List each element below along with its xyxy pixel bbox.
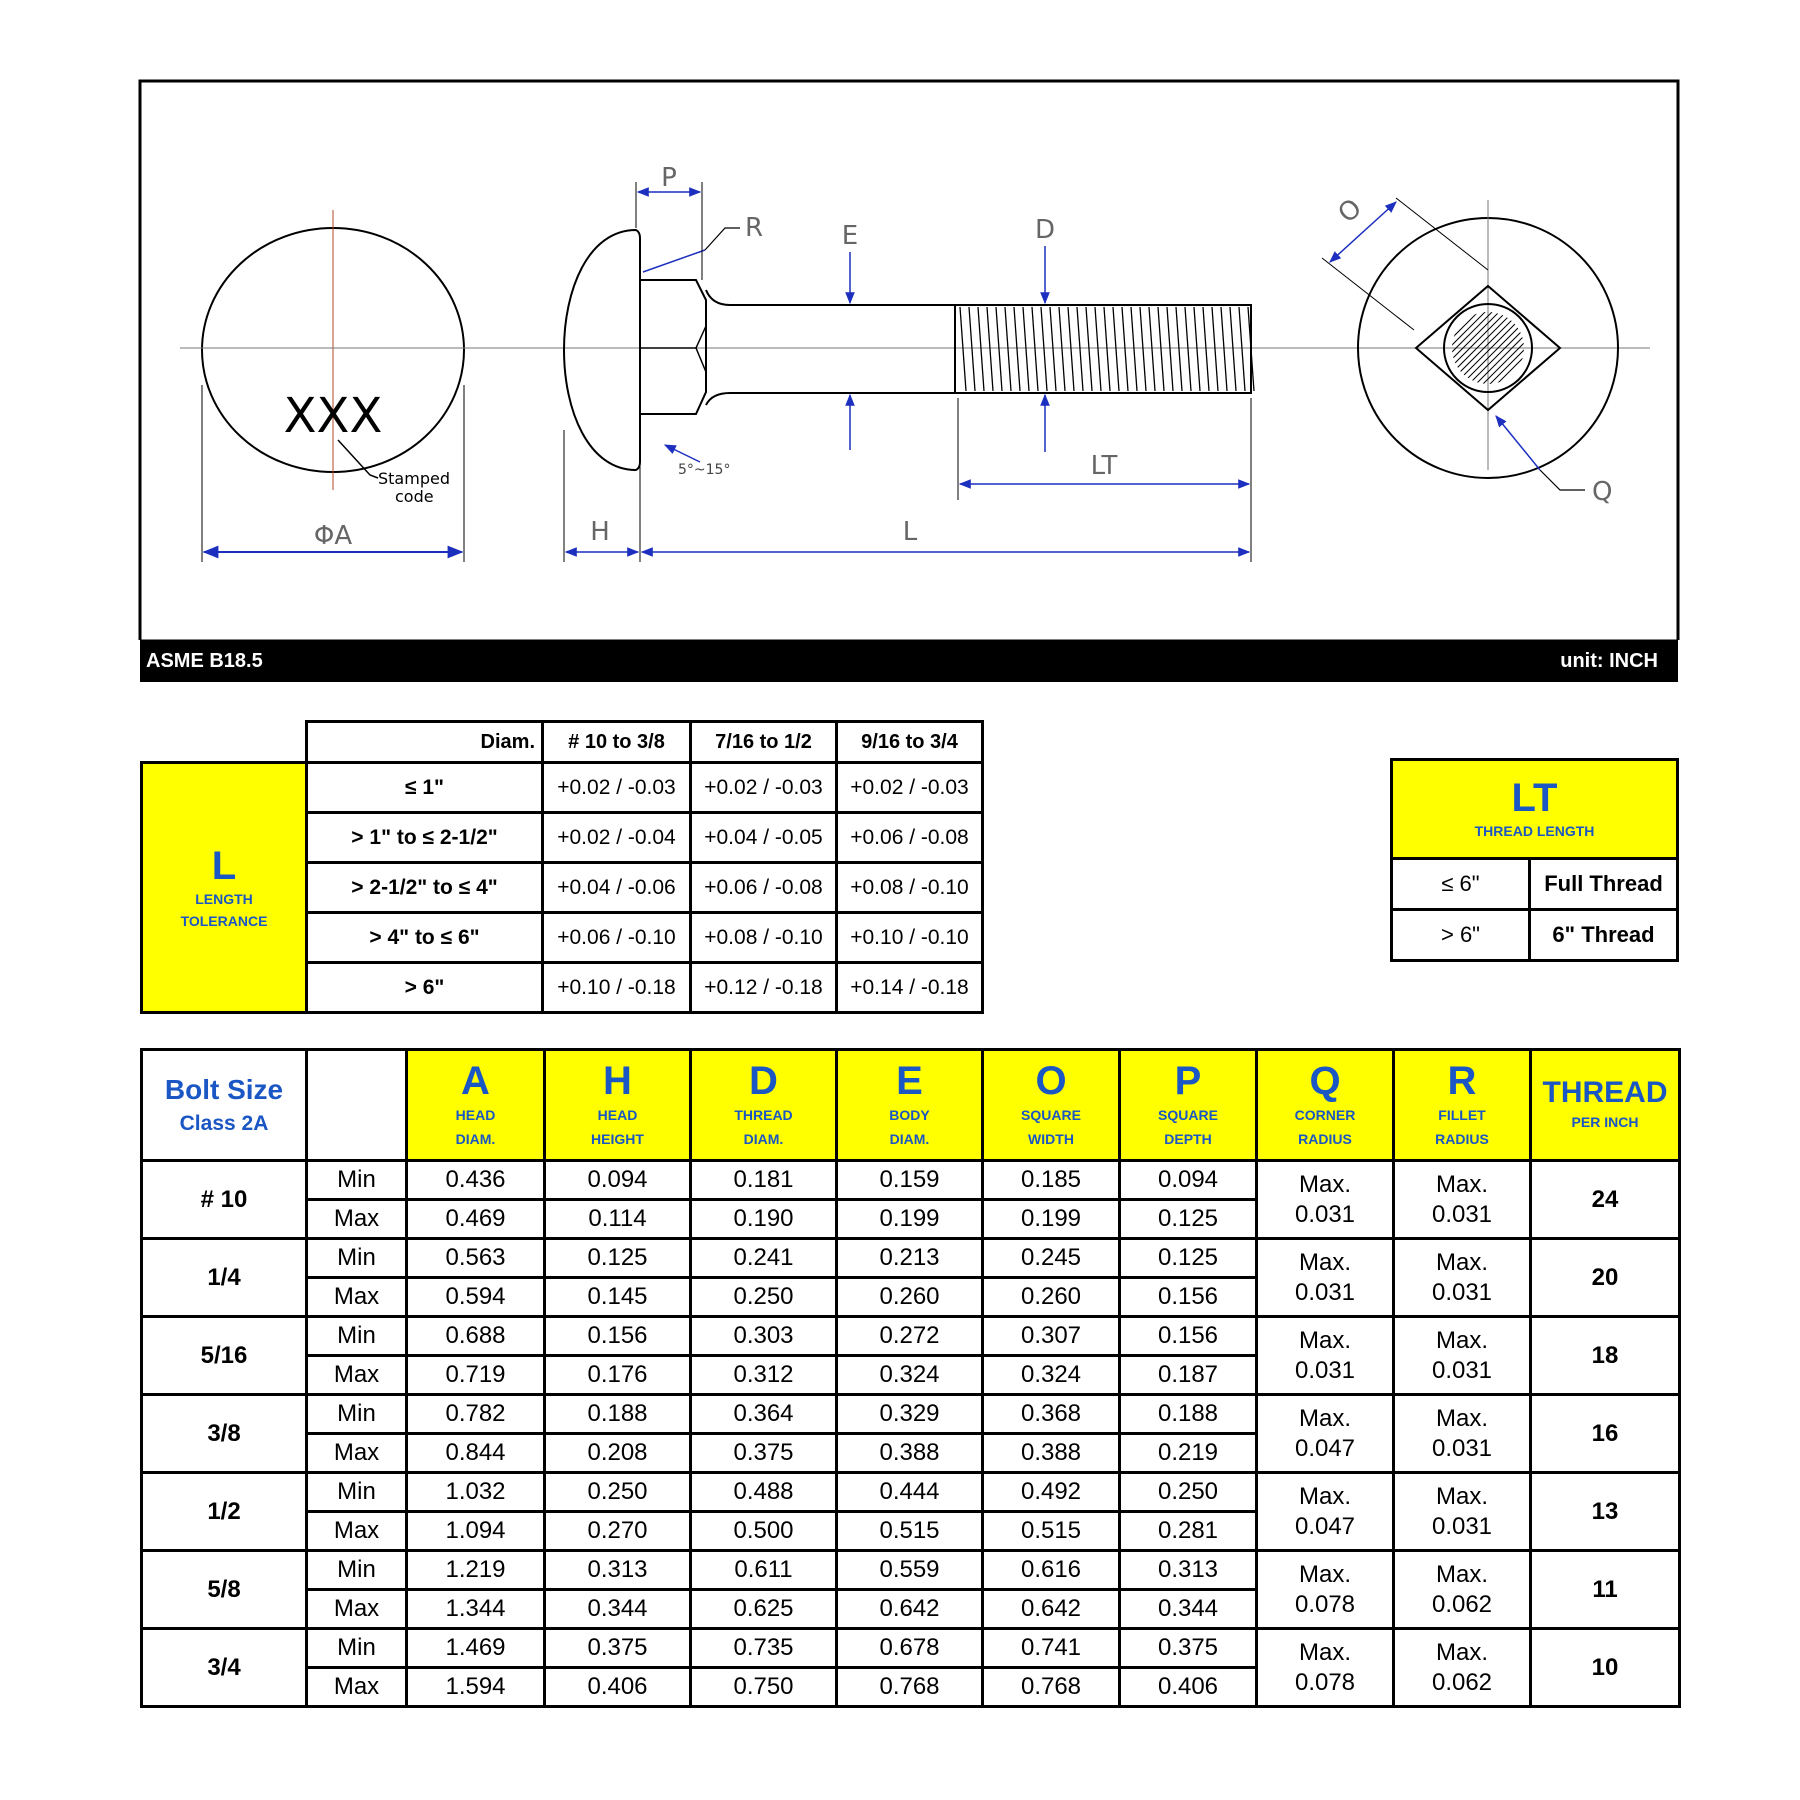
max-value: 0.406: [545, 1668, 691, 1707]
min-value: 1.219: [407, 1551, 545, 1590]
max-value: 0.270: [545, 1512, 691, 1551]
dim-label-o: O: [1332, 193, 1368, 230]
dim-column-header: [1120, 1050, 1257, 1161]
max-word: Max.: [1298, 1638, 1351, 1666]
dim-column-header: [407, 1050, 545, 1161]
max-word: Max.: [1435, 1326, 1488, 1354]
radius-value: 0.062: [1431, 1668, 1493, 1696]
max-value: 0.324: [837, 1356, 983, 1395]
thread-line: [1230, 307, 1236, 391]
drawing-frame: [140, 81, 1678, 640]
min-value: 0.156: [545, 1317, 691, 1356]
thread-per-inch-header: [1531, 1050, 1680, 1161]
threads-per-inch: 16: [1531, 1395, 1680, 1473]
max-word: Max.: [1435, 1170, 1488, 1198]
tol-col-header: 9/16 to 3/4: [837, 722, 983, 763]
threads-per-inch: 13: [1531, 1473, 1680, 1551]
threads-per-inch: 24: [1531, 1161, 1680, 1239]
head-top-view: [180, 210, 490, 562]
radius-value: 0.031: [1431, 1278, 1493, 1306]
threads-per-inch: 11: [1531, 1551, 1680, 1629]
min-value: 0.250: [545, 1473, 691, 1512]
dim-column-letter: H: [603, 1059, 632, 1103]
thread-label: THREAD: [1542, 1076, 1668, 1109]
length-range: > 4" to ≤ 6": [307, 913, 543, 963]
dim-column-description: SQUARE: [1021, 1107, 1081, 1123]
tol-value: +0.10 / -0.18: [543, 963, 691, 1013]
min-value: 0.611: [691, 1551, 837, 1590]
diam-label: Diam.: [307, 722, 543, 763]
class-label: Class 2A: [179, 1112, 269, 1135]
dim-label-p: P: [661, 163, 677, 193]
min-value: 0.272: [837, 1317, 983, 1356]
max-label: Max: [307, 1668, 407, 1707]
thread-line: [1212, 307, 1218, 391]
min-value: 0.688: [407, 1317, 545, 1356]
table-row: [142, 1161, 1680, 1200]
min-value: 0.741: [983, 1629, 1120, 1668]
dim-column-description: RADIUS: [1435, 1131, 1489, 1147]
min-value: 0.094: [1120, 1161, 1257, 1200]
tol-value: +0.14 / -0.18: [837, 963, 983, 1013]
dim-column-header: [983, 1050, 1120, 1161]
dim-label-q: Q: [1592, 477, 1613, 507]
min-value: 0.735: [691, 1629, 837, 1668]
dim-column-letter: Q: [1309, 1059, 1341, 1103]
max-value: 0.844: [407, 1434, 545, 1473]
dim-column-letter: A: [461, 1059, 490, 1103]
fillet-radius: [1394, 1551, 1531, 1629]
min-value: 0.559: [837, 1551, 983, 1590]
length-subtitle-1: LENGTH: [195, 890, 253, 907]
radius-value: 0.031: [1294, 1356, 1356, 1384]
tol-value: +0.06 / -0.08: [837, 813, 983, 863]
max-word: Max.: [1298, 1404, 1351, 1432]
tol-value: +0.02 / -0.03: [543, 763, 691, 813]
min-value: 0.364: [691, 1395, 837, 1434]
threads-per-inch: 18: [1531, 1317, 1680, 1395]
thread-line: [1158, 307, 1164, 391]
dim-column-description: CORNER: [1294, 1107, 1356, 1123]
thread-length-title-cell: [1392, 760, 1678, 859]
max-value: 0.199: [983, 1200, 1120, 1239]
max-label: Max: [307, 1434, 407, 1473]
dim-column-header: [1257, 1050, 1394, 1161]
min-value: 0.616: [983, 1551, 1120, 1590]
fillet-radius: [1394, 1239, 1531, 1317]
max-word: Max.: [1435, 1248, 1488, 1276]
min-value: 0.125: [545, 1239, 691, 1278]
thread-line: [1086, 307, 1092, 391]
dim-column-description: DIAM.: [455, 1131, 496, 1147]
min-value: 0.375: [545, 1629, 691, 1668]
max-value: 0.344: [1120, 1590, 1257, 1629]
length-title: L: [211, 843, 237, 888]
thread-sublabel: PER INCH: [1571, 1114, 1639, 1130]
min-value: 0.313: [1120, 1551, 1257, 1590]
radius-value: 0.047: [1294, 1434, 1356, 1462]
min-value: 0.444: [837, 1473, 983, 1512]
thread-line: [960, 307, 966, 391]
tol-value: +0.02 / -0.04: [543, 813, 691, 863]
min-value: 0.159: [837, 1161, 983, 1200]
max-value: 0.156: [1120, 1278, 1257, 1317]
radius-value: 0.047: [1294, 1512, 1356, 1540]
thread-line: [1032, 307, 1038, 391]
dim-column-letter: R: [1447, 1059, 1477, 1103]
length-range: > 1" to ≤ 2-1/2": [307, 813, 543, 863]
thread-line: [969, 307, 975, 391]
thread-line: [1167, 307, 1173, 391]
min-value: 0.188: [1120, 1395, 1257, 1434]
corner-radius: [1257, 1473, 1394, 1551]
table-row: [142, 1629, 1680, 1668]
max-word: Max.: [1298, 1170, 1351, 1198]
tol-col-header: # 10 to 3/8: [543, 722, 691, 763]
min-value: 0.125: [1120, 1239, 1257, 1278]
min-value: 0.245: [983, 1239, 1120, 1278]
dim-column-description: THREAD: [734, 1107, 793, 1123]
threads-per-inch: 20: [1531, 1239, 1680, 1317]
length-subtitle-2: TOLERANCE: [180, 912, 268, 929]
max-value: 0.515: [983, 1512, 1120, 1551]
dim-column-description: BODY: [889, 1107, 930, 1123]
min-value: 0.250: [1120, 1473, 1257, 1512]
stamped-note-line2: code: [395, 487, 434, 506]
dim-column-description: SQUARE: [1158, 1107, 1218, 1123]
dim-label-d: D: [1034, 215, 1056, 245]
min-label: Min: [307, 1161, 407, 1200]
tol-value: +0.08 / -0.10: [837, 863, 983, 913]
dim-column-header: [837, 1050, 983, 1161]
max-value: 0.260: [837, 1278, 983, 1317]
max-value: 0.190: [691, 1200, 837, 1239]
min-label: Min: [307, 1629, 407, 1668]
dim-label-l: L: [902, 517, 918, 547]
thread-line: [1113, 307, 1119, 391]
min-value: 0.678: [837, 1629, 983, 1668]
min-value: 0.329: [837, 1395, 983, 1434]
table-row: [142, 1395, 1680, 1434]
table-row: [142, 1317, 1680, 1356]
max-value: 0.719: [407, 1356, 545, 1395]
length-range: > 2-1/2" to ≤ 4": [307, 863, 543, 913]
thread-length-range: ≤ 6": [1392, 859, 1530, 910]
dimensions-table: [140, 1048, 1681, 1708]
max-value: 0.125: [1120, 1200, 1257, 1239]
min-value: 0.094: [545, 1161, 691, 1200]
dim-label-a: ΦA: [313, 521, 353, 551]
min-value: 0.368: [983, 1395, 1120, 1434]
max-value: 0.375: [691, 1434, 837, 1473]
min-value: 0.181: [691, 1161, 837, 1200]
bolt-size: 1/2: [142, 1473, 307, 1551]
carriage-bolt-drawing: [0, 0, 1800, 640]
max-value: 0.406: [1120, 1668, 1257, 1707]
thread-line: [1005, 307, 1011, 391]
dim-column-description: HEAD: [455, 1107, 496, 1123]
min-value: 0.241: [691, 1239, 837, 1278]
dim-column-header: [691, 1050, 837, 1161]
dim-column-letter: E: [896, 1059, 923, 1103]
dim-column-letter: O: [1035, 1059, 1067, 1103]
thread-length-range: > 6": [1392, 910, 1530, 961]
radius-value: 0.078: [1294, 1668, 1356, 1696]
thread-length-subtitle: THREAD LENGTH: [1474, 823, 1595, 839]
dim-column-letter: P: [1174, 1059, 1202, 1103]
thread-line: [1149, 307, 1155, 391]
radius-value: 0.031: [1431, 1512, 1493, 1540]
dim-column-description: DEPTH: [1164, 1131, 1212, 1147]
max-label: Max: [307, 1590, 407, 1629]
max-value: 0.388: [983, 1434, 1120, 1473]
max-value: 0.642: [837, 1590, 983, 1629]
corner-radius: [1257, 1395, 1394, 1473]
max-value: 0.388: [837, 1434, 983, 1473]
stamped-note-line1: Stamped: [378, 469, 450, 488]
max-value: 0.199: [837, 1200, 983, 1239]
dim-column-header: [545, 1050, 691, 1161]
max-value: 0.500: [691, 1512, 837, 1551]
dim-column-letter: D: [749, 1059, 778, 1103]
dim-label-r: R: [745, 213, 764, 243]
corner-radius: [1257, 1239, 1394, 1317]
min-value: 0.375: [1120, 1629, 1257, 1668]
max-word: Max.: [1298, 1248, 1351, 1276]
unit-label: unit: INCH: [1560, 650, 1658, 672]
table-row: [142, 1551, 1680, 1590]
tol-value: +0.10 / -0.10: [837, 913, 983, 963]
thread-line: [1140, 307, 1146, 391]
max-word: Max.: [1435, 1560, 1488, 1588]
bolt-size: # 10: [142, 1161, 307, 1239]
max-value: 0.469: [407, 1200, 545, 1239]
max-label: Max: [307, 1512, 407, 1551]
max-value: 0.768: [983, 1668, 1120, 1707]
thread-line: [978, 307, 984, 391]
fillet-radius: [1394, 1395, 1531, 1473]
thread-line: [1059, 307, 1065, 391]
thread-line: [1239, 307, 1245, 391]
thread-line: [1176, 307, 1182, 391]
bolt-size-label: Bolt Size: [164, 1074, 284, 1105]
thread-line: [1041, 307, 1047, 391]
max-value: 0.642: [983, 1590, 1120, 1629]
min-value: 0.492: [983, 1473, 1120, 1512]
thread-line: [1023, 307, 1029, 391]
thread-length-title: LT: [1511, 776, 1558, 820]
tol-value: +0.06 / -0.08: [691, 863, 837, 913]
length-range: ≤ 1": [307, 763, 543, 813]
min-value: 0.303: [691, 1317, 837, 1356]
max-value: 0.260: [983, 1278, 1120, 1317]
corner-radius: [1257, 1317, 1394, 1395]
min-value: 1.469: [407, 1629, 545, 1668]
min-value: 0.563: [407, 1239, 545, 1278]
thread-line: [1104, 307, 1110, 391]
min-value: 0.185: [983, 1161, 1120, 1200]
bolt-size: 1/4: [142, 1239, 307, 1317]
bolt-end-view: [1322, 193, 1618, 507]
min-max-header: [307, 1050, 407, 1161]
max-value: 0.625: [691, 1590, 837, 1629]
min-value: 0.313: [545, 1551, 691, 1590]
max-value: 0.208: [545, 1434, 691, 1473]
min-value: 0.782: [407, 1395, 545, 1434]
tol-value: +0.04 / -0.06: [543, 863, 691, 913]
max-value: 1.594: [407, 1668, 545, 1707]
max-label: Max: [307, 1200, 407, 1239]
threads-per-inch: 10: [1531, 1629, 1680, 1707]
fillet-radius: [1394, 1161, 1531, 1239]
max-value: 1.094: [407, 1512, 545, 1551]
thread-line: [1221, 307, 1227, 391]
corner-radius: [1257, 1551, 1394, 1629]
max-word: Max.: [1435, 1482, 1488, 1510]
max-label: Max: [307, 1278, 407, 1317]
bolt-size: 3/4: [142, 1629, 307, 1707]
thread-line: [1131, 307, 1137, 391]
thread-length-value: Full Thread: [1530, 859, 1678, 910]
fillet-radius: [1394, 1473, 1531, 1551]
bolt-size-header: [142, 1050, 307, 1161]
min-value: 0.488: [691, 1473, 837, 1512]
thread-line: [1122, 307, 1128, 391]
fillet-radius: [1394, 1629, 1531, 1707]
max-value: 0.312: [691, 1356, 837, 1395]
max-value: 0.281: [1120, 1512, 1257, 1551]
max-value: 0.594: [407, 1278, 545, 1317]
thread-line: [1068, 307, 1074, 391]
dim-column-description: HEIGHT: [591, 1131, 644, 1147]
min-value: 1.032: [407, 1473, 545, 1512]
tol-col-header: 7/16 to 1/2: [691, 722, 837, 763]
max-value: 0.344: [545, 1590, 691, 1629]
tol-value: +0.12 / -0.18: [691, 963, 837, 1013]
max-word: Max.: [1298, 1326, 1351, 1354]
thread-length-value: 6" Thread: [1530, 910, 1678, 961]
tol-value: +0.06 / -0.10: [543, 913, 691, 963]
thread-line: [1095, 307, 1101, 391]
thread-line: [1185, 307, 1191, 391]
max-value: 0.750: [691, 1668, 837, 1707]
standard-bar: [140, 640, 1678, 682]
thread-line: [1203, 307, 1209, 391]
dim-column-header: [1394, 1050, 1531, 1161]
min-value: 0.307: [983, 1317, 1120, 1356]
max-value: 0.114: [545, 1200, 691, 1239]
max-word: Max.: [1435, 1404, 1488, 1432]
length-tolerance-title-cell: [142, 763, 307, 1013]
bolt-size: 3/8: [142, 1395, 307, 1473]
table-row: [142, 1473, 1680, 1512]
radius-value: 0.031: [1431, 1356, 1493, 1384]
min-label: Min: [307, 1395, 407, 1434]
radius-value: 0.031: [1294, 1278, 1356, 1306]
tol-value: +0.04 / -0.05: [691, 813, 837, 863]
dim-column-description: FILLET: [1438, 1107, 1486, 1123]
dim-column-description: WIDTH: [1028, 1131, 1074, 1147]
max-word: Max.: [1298, 1560, 1351, 1588]
min-value: 0.156: [1120, 1317, 1257, 1356]
max-value: 0.187: [1120, 1356, 1257, 1395]
max-value: 0.176: [545, 1356, 691, 1395]
tol-value: +0.08 / -0.10: [691, 913, 837, 963]
max-word: Max.: [1298, 1482, 1351, 1510]
head-mark: XXX: [283, 388, 383, 444]
min-value: 0.436: [407, 1161, 545, 1200]
min-label: Min: [307, 1317, 407, 1356]
thread-length-table: [1390, 758, 1679, 962]
max-value: 0.324: [983, 1356, 1120, 1395]
min-label: Min: [307, 1239, 407, 1278]
dim-column-description: RADIUS: [1298, 1131, 1352, 1147]
max-value: 1.344: [407, 1590, 545, 1629]
fillet-radius: [1394, 1317, 1531, 1395]
length-tolerance-table: [140, 720, 984, 1014]
max-value: 0.768: [837, 1668, 983, 1707]
max-value: 0.219: [1120, 1434, 1257, 1473]
min-value: 0.213: [837, 1239, 983, 1278]
max-value: 0.250: [691, 1278, 837, 1317]
dim-column-description: DIAM.: [889, 1131, 930, 1147]
corner-radius: [1257, 1629, 1394, 1707]
radius-value: 0.078: [1294, 1590, 1356, 1618]
dim-label-angle: 5°~15°: [678, 462, 731, 478]
dim-label-lt: LT: [1090, 451, 1118, 481]
radius-value: 0.031: [1431, 1434, 1493, 1462]
standard-label: ASME B18.5: [146, 650, 263, 672]
corner-radius: [1257, 1161, 1394, 1239]
thread-line: [1014, 307, 1020, 391]
radius-value: 0.062: [1431, 1590, 1493, 1618]
tol-value: +0.02 / -0.03: [691, 763, 837, 813]
bolt-size: 5/16: [142, 1317, 307, 1395]
thread-line: [996, 307, 1002, 391]
tol-value: +0.02 / -0.03: [837, 763, 983, 813]
max-value: 0.145: [545, 1278, 691, 1317]
thread-line: [1050, 307, 1056, 391]
radius-value: 0.031: [1431, 1200, 1493, 1228]
length-range: > 6": [307, 963, 543, 1013]
dim-column-description: DIAM.: [743, 1131, 784, 1147]
thread-line: [987, 307, 993, 391]
max-value: 0.515: [837, 1512, 983, 1551]
dim-label-e: E: [841, 221, 859, 251]
max-label: Max: [307, 1356, 407, 1395]
table-row: [142, 1239, 1680, 1278]
min-label: Min: [307, 1551, 407, 1590]
min-value: 0.188: [545, 1395, 691, 1434]
thread-line: [1077, 307, 1083, 391]
dim-column-description: HEAD: [597, 1107, 638, 1123]
thread-line: [1194, 307, 1200, 391]
radius-value: 0.031: [1294, 1200, 1356, 1228]
bolt-size: 5/8: [142, 1551, 307, 1629]
min-label: Min: [307, 1473, 407, 1512]
max-word: Max.: [1435, 1638, 1488, 1666]
dim-label-h: H: [590, 517, 610, 547]
